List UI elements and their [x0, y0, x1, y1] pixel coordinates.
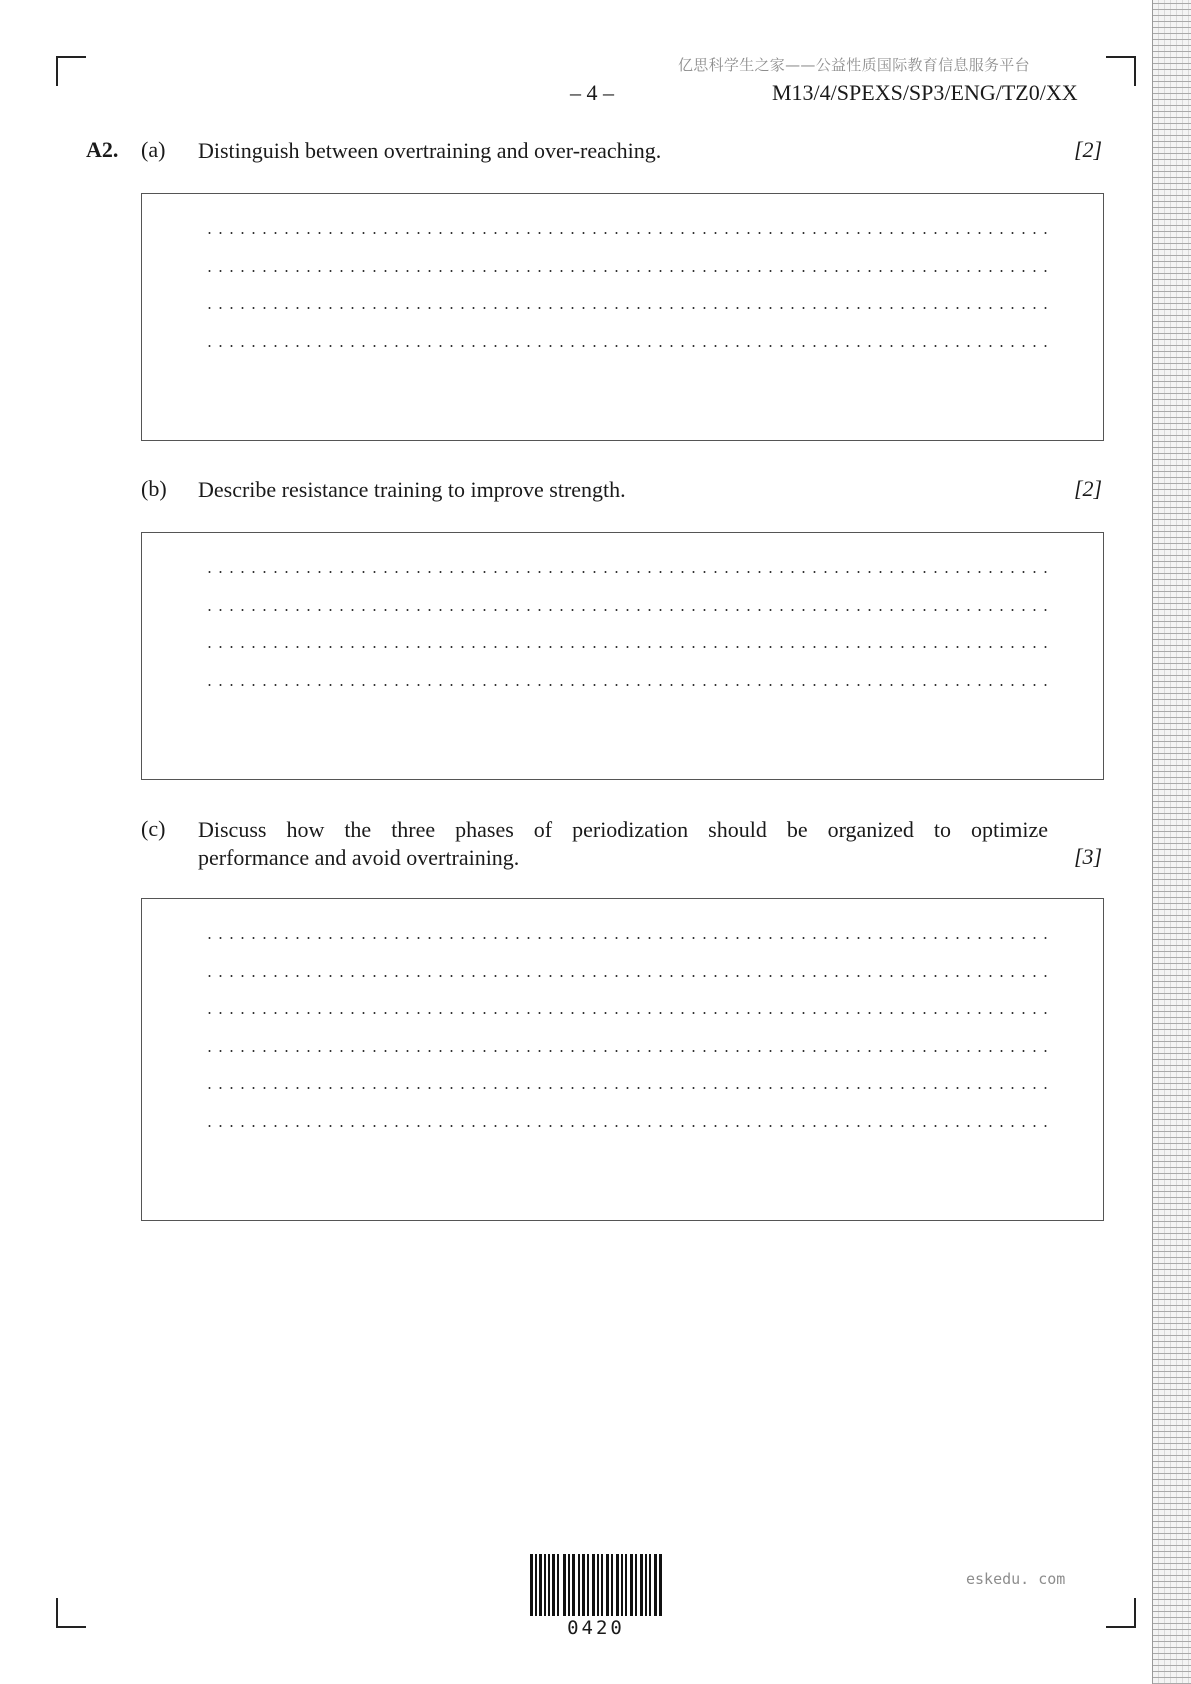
question-number: A2.	[86, 137, 119, 162]
answer-line	[204, 609, 1050, 611]
answer-line	[204, 684, 1050, 686]
perforated-margin-strip	[1152, 0, 1191, 1684]
answer-line	[204, 975, 1050, 977]
crop-mark-top-left	[56, 56, 86, 86]
crop-mark-top-right	[1106, 56, 1136, 86]
answer-line	[204, 571, 1050, 573]
answer-line	[204, 937, 1050, 939]
part-b-prompt: Describe resistance training to improve strength.	[198, 477, 626, 502]
answer-line	[204, 1087, 1050, 1089]
part-a-prompt: Distinguish between overtraining and over-reaching.	[198, 138, 662, 163]
crop-mark-bottom-left	[56, 1598, 86, 1628]
part-c-prompt-line-1: Discuss how the three phases of periodization should be organized to optimize	[198, 817, 1048, 842]
exam-code: M13/4/SPEXS/SP3/ENG/TZ0/XX	[772, 80, 1078, 105]
part-c-marks: [3]	[1074, 844, 1103, 869]
header-watermark: 亿思科学生之家——公益性质国际教育信息服务平台	[678, 56, 1030, 74]
barcode	[530, 1554, 662, 1616]
page-number: – 4 –	[570, 80, 614, 105]
answer-line	[204, 646, 1050, 648]
part-c-label: (c)	[141, 816, 166, 841]
answer-line	[204, 270, 1050, 272]
part-b-marks: [2]	[1074, 476, 1103, 501]
barcode-number: 0420	[567, 1617, 625, 1639]
part-a-label: (a)	[141, 137, 166, 162]
answer-line	[204, 1125, 1050, 1127]
crop-mark-bottom-right	[1106, 1598, 1136, 1628]
part-c-answer-box[interactable]	[141, 898, 1104, 1221]
part-c-prompt	[198, 816, 1048, 872]
answer-line	[204, 232, 1050, 234]
part-c-prompt-line-2: performance and avoid overtraining.	[198, 845, 520, 870]
answer-line	[204, 307, 1050, 309]
part-b-label: (b)	[141, 476, 167, 501]
answer-line	[204, 1050, 1050, 1052]
answer-line	[204, 345, 1050, 347]
answer-line	[204, 1012, 1050, 1014]
part-a-marks: [2]	[1074, 137, 1103, 162]
part-b-answer-box[interactable]	[141, 532, 1104, 780]
footer-watermark: eskedu. com	[966, 1570, 1066, 1588]
part-a-answer-box[interactable]	[141, 193, 1104, 441]
